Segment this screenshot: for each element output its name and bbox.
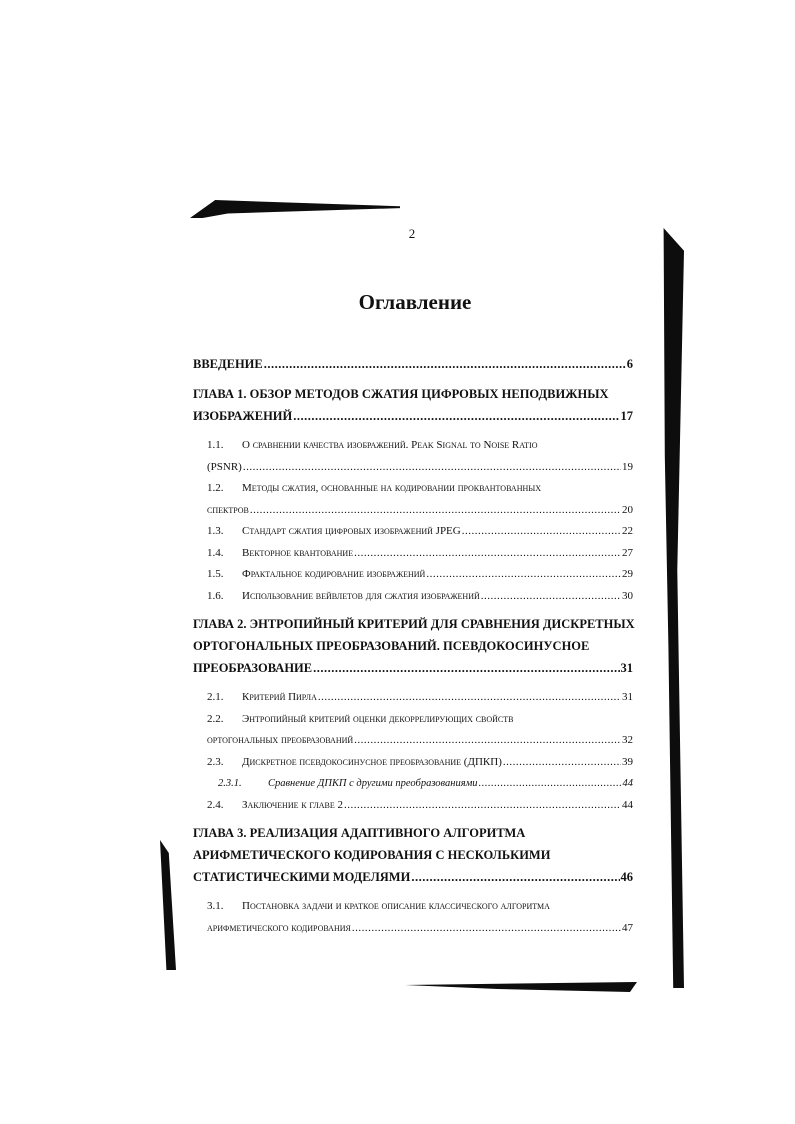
section-number: 2.1. <box>207 691 224 703</box>
dot-leader <box>426 564 621 586</box>
toc-entry-page: 46 <box>620 870 633 884</box>
toc-entry-page: 20 <box>622 503 633 516</box>
scan-artifact-top <box>190 200 400 218</box>
dot-leader <box>344 795 621 817</box>
toc-entry-1-6[interactable] <box>207 586 633 608</box>
subsection-number: 2.3.1. <box>218 778 242 789</box>
section-number: 2.3. <box>207 755 224 768</box>
section-title-cont: (PSNR) <box>207 460 242 473</box>
dot-leader <box>354 730 621 752</box>
scan-artifact-right <box>660 228 684 988</box>
toc-entry-2-4[interactable] <box>207 795 633 817</box>
section-title: Методы сжатия, основанные на кодировании проквантованных <box>242 482 542 494</box>
section-number: 2.2. <box>207 712 224 725</box>
dot-leader <box>250 500 621 522</box>
dot-leader <box>318 687 621 709</box>
toc-entry-1-5[interactable] <box>207 564 633 586</box>
toc-entry-2-3-1[interactable] <box>218 773 633 795</box>
toc-entry-label: ГЛАВА 1. ОБЗОР МЕТОДОВ СЖАТИЯ ЦИФРОВЫХ НЕПОДВИЖНЫХ <box>193 387 609 401</box>
page-title: Оглавление <box>358 290 472 314</box>
section-title: Критерий Пирла <box>242 691 317 703</box>
toc-entry-2-1[interactable] <box>207 687 633 709</box>
section-title-cont: ортогональных преобразований <box>207 734 354 746</box>
toc-entry-page: 39 <box>622 755 633 768</box>
toc-entry-label-cont: ПРЕОБРАЗОВАНИЕ <box>193 661 313 675</box>
dot-leader <box>479 773 622 795</box>
subsection-title: Сравнение ДПКП с другими преобразованиями <box>268 778 478 789</box>
toc-entry-page: 44 <box>622 798 633 811</box>
section-title: Векторное квантование <box>242 546 354 559</box>
toc-entry-3-1[interactable] <box>207 896 633 939</box>
dot-leader <box>264 353 626 375</box>
toc-entry-2-3[interactable] <box>207 752 633 774</box>
toc-entry-chapter-2[interactable] <box>193 613 633 679</box>
dot-leader <box>293 405 619 427</box>
toc-entry-page: 27 <box>622 546 633 559</box>
section-title: Энтропийный критерий оценки декоррелирующих свойств <box>242 712 514 725</box>
toc-entry-page: 17 <box>620 409 633 423</box>
section-number: 1.1. <box>207 439 224 451</box>
toc-entry-page: 31 <box>620 661 633 675</box>
toc-entry-label-cont: ИЗОБРАЖЕНИЙ <box>193 409 293 423</box>
dot-leader <box>462 521 621 543</box>
toc-entry-label: ГЛАВА 3. РЕАЛИЗАЦИЯ АДАПТИВНОГО АЛГОРИТМА <box>193 826 526 840</box>
toc-entry-page: 30 <box>622 589 633 602</box>
section-number: 1.3. <box>207 525 224 537</box>
toc-entry-1-1[interactable] <box>207 435 633 478</box>
toc-entry-page: 19 <box>622 460 633 473</box>
toc-entry-2-2[interactable] <box>207 709 633 752</box>
toc-entry-label: ВВЕДЕНИЕ <box>193 357 263 371</box>
dot-leader <box>354 543 621 565</box>
dot-leader <box>352 918 621 940</box>
dot-leader <box>481 586 621 608</box>
scan-artifact-left <box>160 840 176 970</box>
dot-leader <box>411 866 619 888</box>
toc-entry-label-cont: АРИФМЕТИЧЕСКОГО КОДИРОВАНИЯ С НЕСКОЛЬКИМИ <box>193 848 551 862</box>
toc-entry-intro[interactable] <box>193 353 633 375</box>
dot-leader <box>503 752 621 774</box>
dot-leader <box>243 457 621 479</box>
section-title: Стандарт сжатия цифровых изображений JPEG <box>242 525 461 537</box>
toc-entry-label: ГЛАВА 2. ЭНТРОПИЙНЫЙ КРИТЕРИЙ ДЛЯ СРАВНЕНИЯ ДИСКРЕТНЫХ <box>193 617 635 631</box>
toc-entry-chapter-1[interactable] <box>193 383 633 427</box>
section-number: 1.6. <box>207 589 224 602</box>
toc-entry-1-4[interactable] <box>207 543 633 565</box>
toc-entry-1-3[interactable] <box>207 521 633 543</box>
section-title-cont: арифметического кодирования <box>207 921 351 934</box>
scan-artifact-bottom <box>405 982 637 992</box>
section-number: 1.2. <box>207 482 224 494</box>
toc-entry-page: 6 <box>626 357 633 371</box>
toc-entry-page: 32 <box>622 734 633 746</box>
toc-entry-1-2[interactable] <box>207 478 633 521</box>
section-title: Постановка задачи и краткое описание классического алгоритма <box>242 900 550 912</box>
toc-entry-page: 29 <box>622 568 633 580</box>
page-number: 2 <box>408 226 416 241</box>
toc-entry-page: 44 <box>622 778 633 789</box>
section-number: 2.4. <box>207 798 224 811</box>
section-number: 1.4. <box>207 546 224 559</box>
toc-entry-label-cont: ОРТОГОНАЛЬНЫХ ПРЕОБРАЗОВАНИЙ. ПСЕВДОКОСИНУСНОЕ <box>193 639 590 653</box>
section-title: Заключение к главе 2 <box>242 798 344 811</box>
toc-entry-chapter-3[interactable] <box>193 822 633 888</box>
toc-entry-page: 31 <box>622 691 633 703</box>
section-title: Фрактальное кодирование изображений <box>242 568 426 580</box>
dot-leader <box>313 657 619 679</box>
toc-entry-page: 47 <box>622 921 633 934</box>
toc-entry-label-cont: СТАТИСТИЧЕСКИМИ МОДЕЛЯМИ <box>193 870 411 884</box>
section-number: 3.1. <box>207 900 224 912</box>
section-title: О сравнении качества изображений. Peak Signal to Noise Ratio <box>242 439 538 451</box>
section-title: Дискретное псевдокосинусное преобразование (ДПКП) <box>242 755 502 768</box>
section-title-cont: спектров <box>207 503 249 516</box>
table-of-contents <box>193 353 633 939</box>
section-title: Использование вейвлетов для сжатия изображений <box>242 589 480 602</box>
section-number: 1.5. <box>207 568 224 580</box>
toc-entry-page: 22 <box>622 525 633 537</box>
